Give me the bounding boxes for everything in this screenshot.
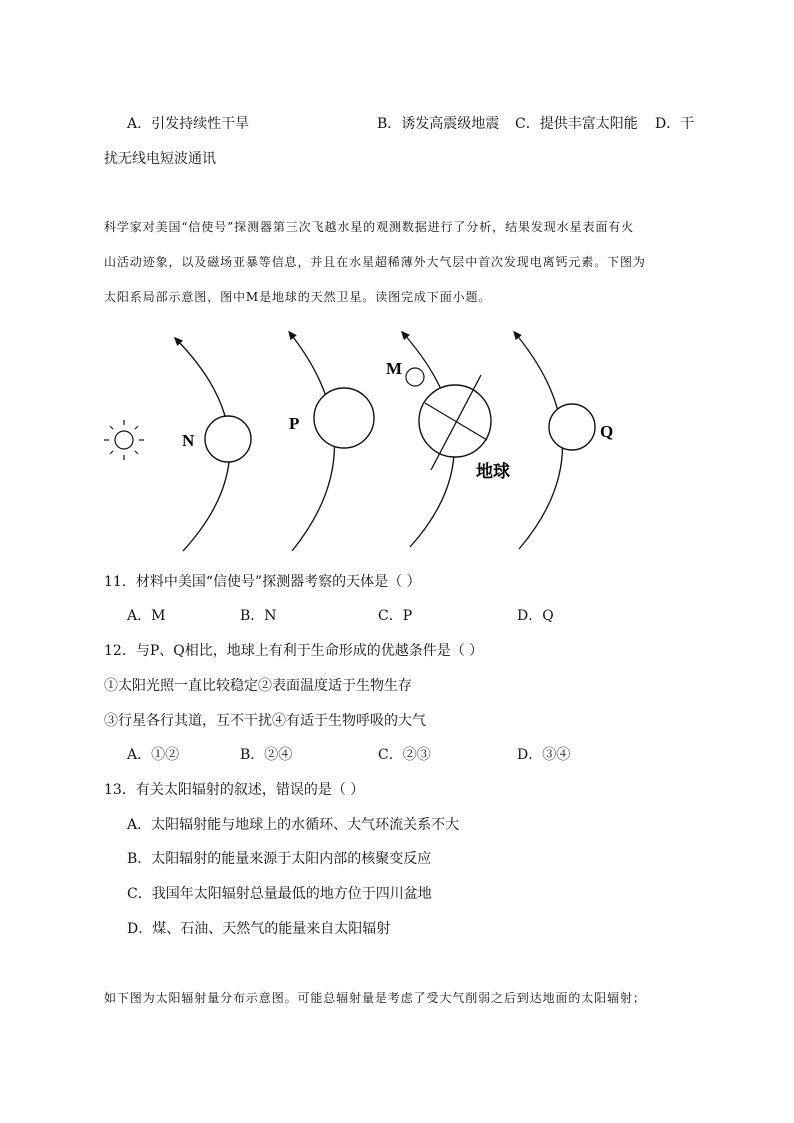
material-line-1: 科学家对美国“信使号”探测器第三次飞越水星的观测数据进行了分析，结果发现水星表面有火 <box>104 220 635 234</box>
planet-p <box>314 388 374 448</box>
q12-stem: 12．与P、Q相比，地球上有利于生命形成的优越条件是（ ） <box>104 643 484 659</box>
q11-option-c: C．P <box>378 608 413 624</box>
q13-option-c: C．我国年太阳辐射总量最低的地方位于四川盆地 <box>127 886 432 902</box>
next-material-line-1: 如下图为太阳辐射量分布示意图。可能总辐射量是考虑了受大气削弱之后到达地面的太阳辐射； <box>104 991 646 1005</box>
prev-option-a: A．引发持续性干旱 <box>127 116 250 132</box>
planet-earth <box>419 375 491 470</box>
label-m: M <box>386 359 403 378</box>
material-line-3: 太阳系局部示意图，图中M是地球的天然卫星。读图完成下面小题。 <box>104 290 492 304</box>
q11-option-b: B．N <box>240 608 277 624</box>
label-q: Q <box>600 422 614 441</box>
q13-option-d: D．煤、石油、天然气的能量来自太阳辐射 <box>127 921 391 937</box>
q11-option-a: A．M <box>127 608 166 624</box>
material-line-2: 山活动迹象，以及磁场亚暴等信息，并且在水星超稀薄外大气层中首次发现电离钙元素。下图为 <box>104 255 646 269</box>
label-n: N <box>182 431 195 450</box>
planet-q <box>549 404 595 450</box>
moon-m <box>406 368 424 386</box>
q12-option-d: D．③④ <box>517 747 571 763</box>
solar-system-diagram <box>0 325 794 555</box>
prev-option-c: C．提供丰富太阳能 <box>515 116 638 132</box>
q12-option-a: A．①② <box>127 747 180 763</box>
q11-stem: 11．材料中美国“信使号”探测器考察的天体是（ ） <box>104 574 421 590</box>
q12-option-c: C．②③ <box>378 747 431 763</box>
q13-stem: 13．有关太阳辐射的叙述，错误的是（ ） <box>104 782 365 798</box>
planet-n <box>205 416 251 462</box>
q13-option-a: A．太阳辐射能与地球上的水循环、大气环流关系不大 <box>127 817 460 833</box>
q12-item-line-2: ③行星各行其道，互不干扰④有适于生物呼吸的大气 <box>104 713 426 729</box>
label-earth: 地球 <box>476 462 510 482</box>
label-p: P <box>289 414 300 433</box>
q12-option-b: B．②④ <box>240 747 293 763</box>
sun-icon <box>104 420 144 460</box>
prev-option-d-continued: 扰无线电短波通讯 <box>104 151 216 167</box>
q12-item-line-1: ①太阳光照一直比较稳定②表面温度适于生物生存 <box>104 678 412 694</box>
q13-option-b: B．太阳辐射的能量来源于太阳内部的核聚变反应 <box>127 851 432 867</box>
prev-option-d: D．干 <box>655 116 695 132</box>
q11-option-d: D．Q <box>517 608 554 624</box>
prev-option-b: B．诱发高震级地震 <box>377 116 500 132</box>
